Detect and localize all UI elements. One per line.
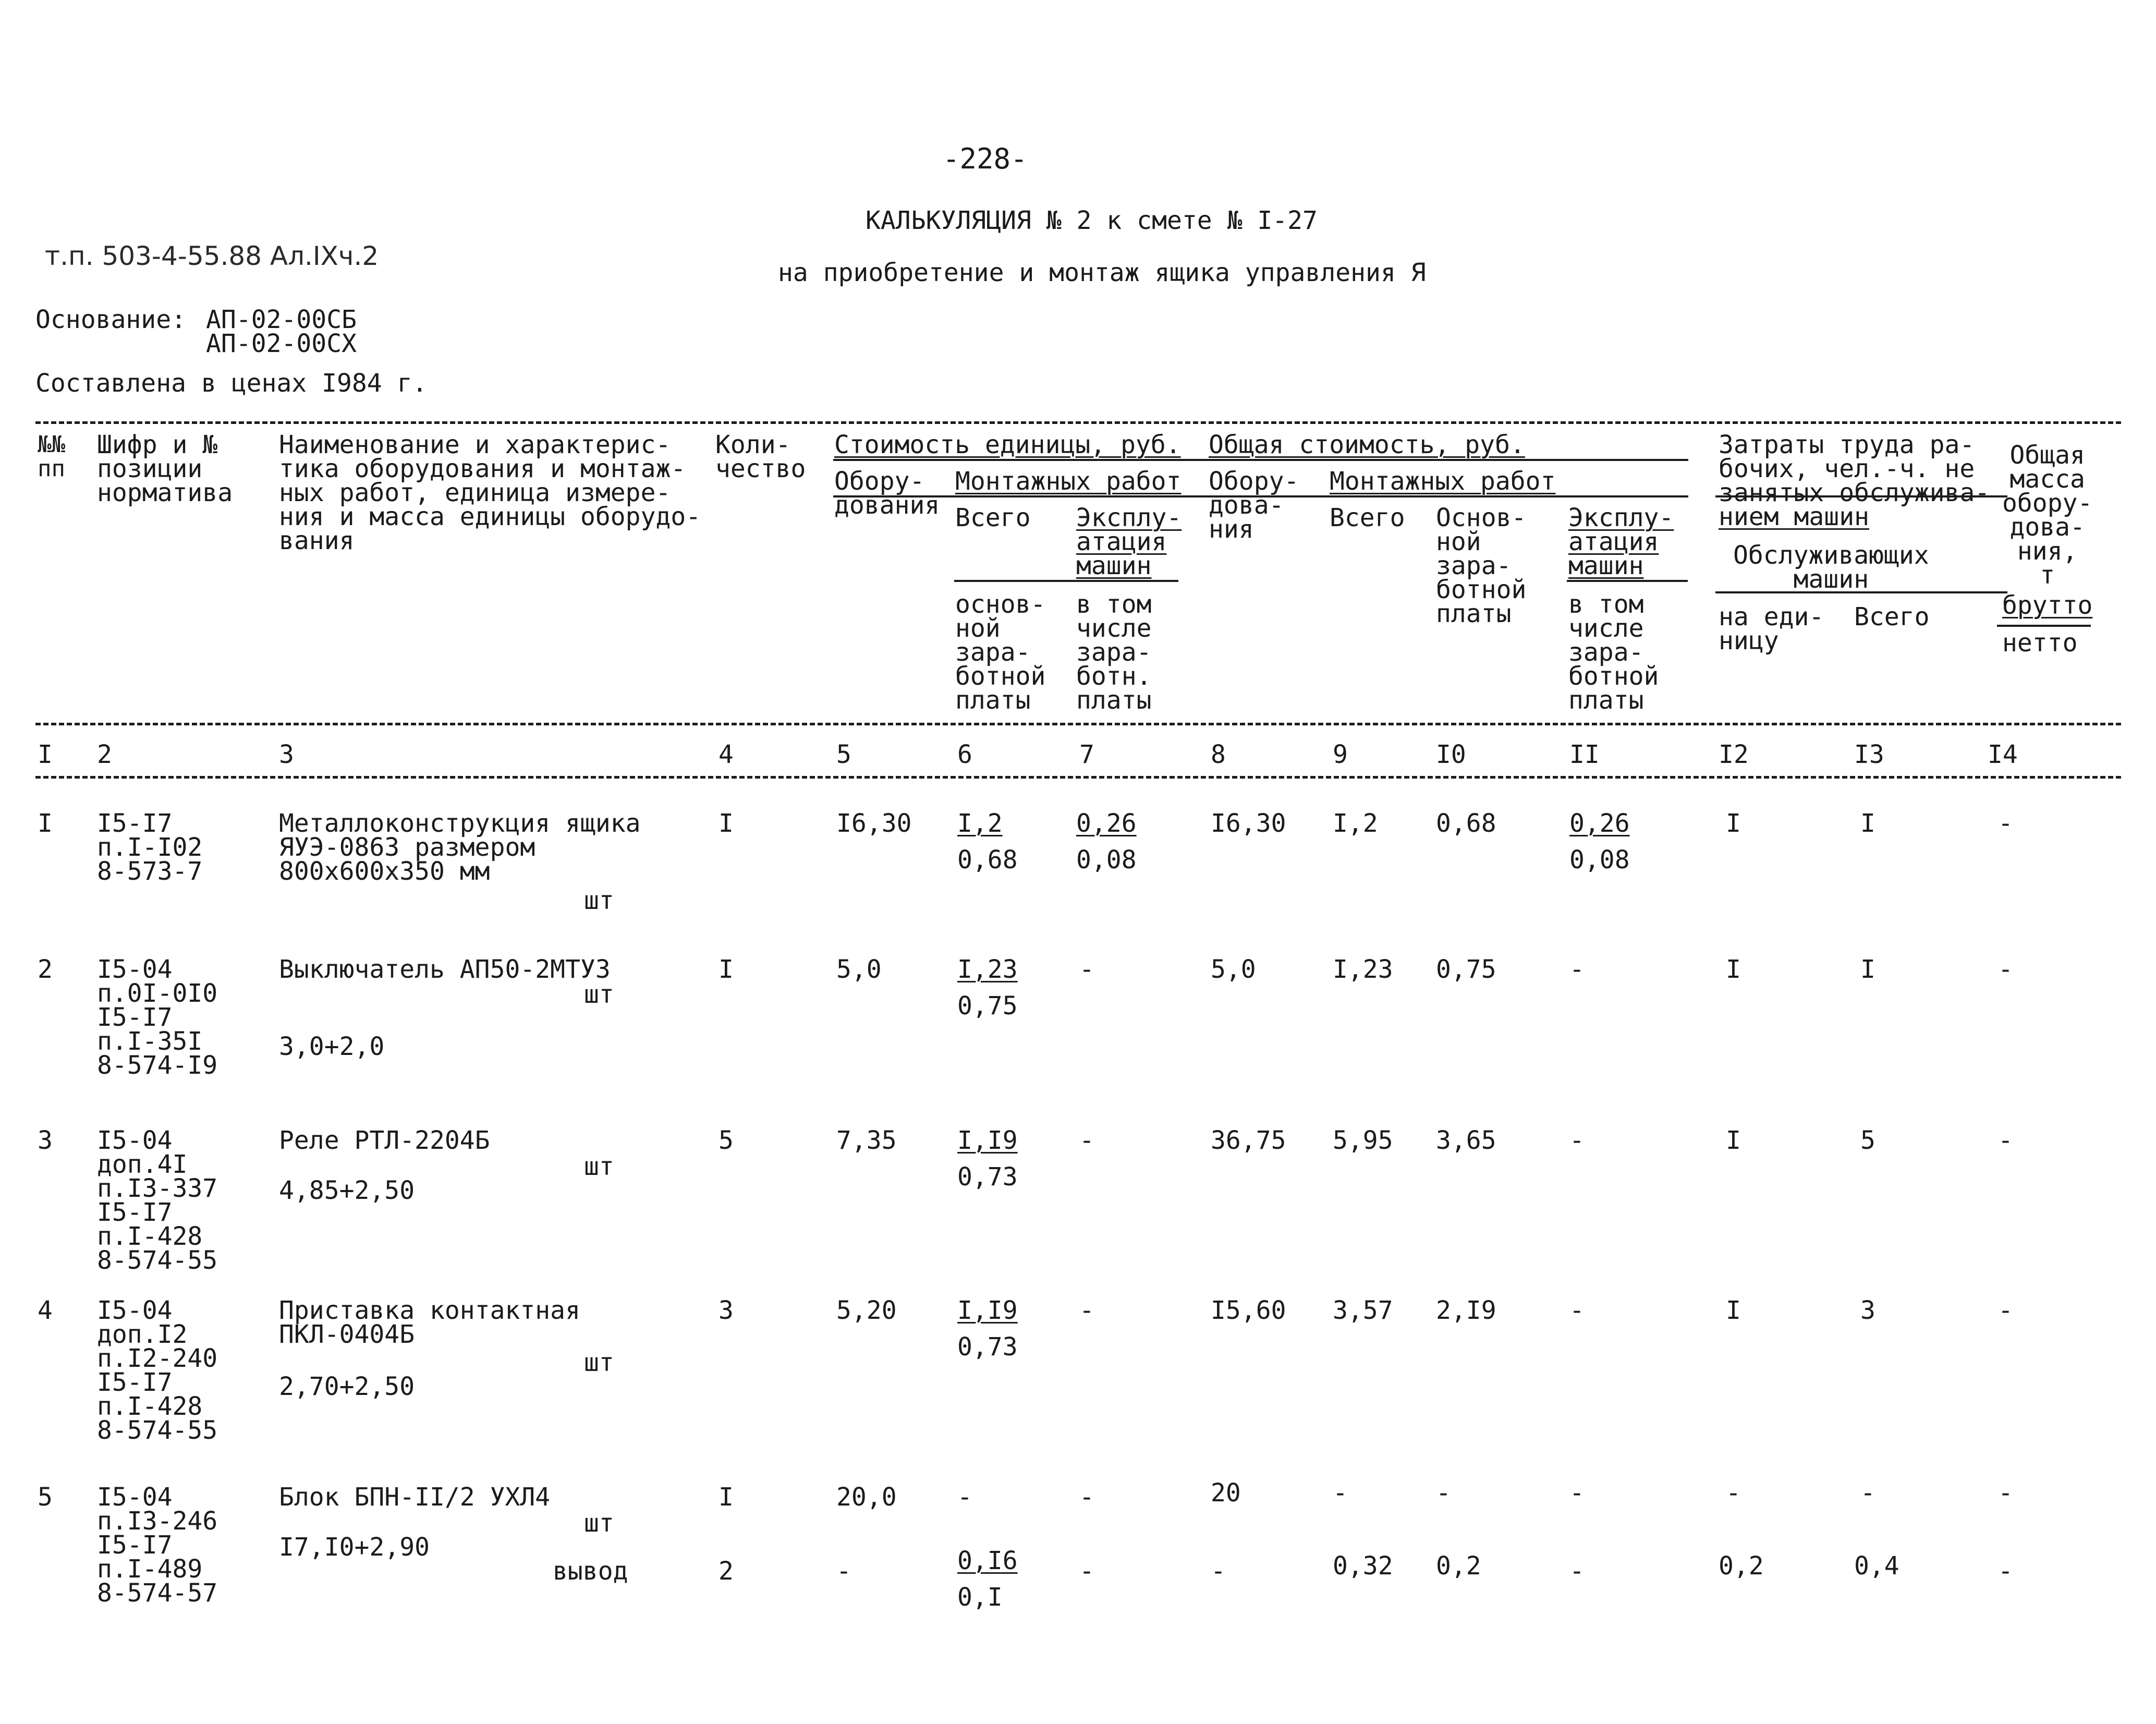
header-quantity: Коли- чество: [715, 430, 806, 483]
document-title: КАЛЬКУЛЯЦИЯ № 2 к смете № I-27: [866, 206, 1318, 235]
cell-c8: 36,75: [1211, 1126, 1286, 1155]
row-unit: шт: [584, 1152, 614, 1181]
cell-c14: -: [1998, 1296, 2013, 1325]
header-netto: нетто: [2002, 628, 2078, 658]
cell-c8: 20: [1211, 1478, 1241, 1508]
column-number: 5: [836, 740, 851, 769]
header-expl-11: Эксплу- атация машин: [1568, 503, 1674, 580]
column-number: 2: [97, 740, 112, 769]
cell-c6-base: 0,73: [957, 1162, 1018, 1192]
cell-c12: -: [1726, 1478, 1741, 1508]
cell-c10: -: [1436, 1478, 1451, 1508]
cell-c8: 5,0: [1211, 955, 1256, 984]
cell-c6-total: I,2: [957, 809, 1003, 838]
column-number: 3: [279, 740, 294, 769]
row-unit: шт: [584, 1509, 614, 1538]
row-name: Блок БПН-II/2 УХЛ4: [279, 1483, 551, 1512]
cell-c9: 0,32: [1333, 1551, 1393, 1581]
cell-c5: 7,35: [836, 1126, 897, 1155]
cell-c11-expl: 0,26: [1569, 809, 1630, 838]
header-mont-works-9: Монтажных работ: [1330, 467, 1556, 496]
column-numbers-rule: [35, 776, 2121, 779]
header-total-cost: Общая стоимость, руб.: [1209, 430, 1525, 459]
header-labor-machines: нием машин: [1719, 502, 1869, 531]
column-number: 4: [718, 740, 734, 769]
cell-c11: -: [1569, 1478, 1585, 1508]
cell-c6-base: 0,I: [957, 1583, 1003, 1612]
basis-line-2: АП-02-00СХ: [206, 329, 357, 358]
header-labor: Затраты труда ра- бочих, чел.-ч. не занятых обслужива-: [1719, 430, 1990, 507]
basis-label: Основание:: [35, 305, 186, 334]
row-name: Приставка контактная ПКЛ-0404Б: [279, 1296, 580, 1349]
row-unit: шт: [584, 886, 614, 915]
header-equipment-8: Обору- дова- ния: [1209, 467, 1299, 544]
cell-c12: I: [1726, 955, 1741, 984]
row-code: I5-04 п.I3-246 I5-I7 п.I-489 8-574-57: [97, 1483, 218, 1608]
cell-c6-total: I,23: [957, 955, 1018, 984]
cell-c13: 3: [1860, 1296, 1875, 1325]
cell-c5: 5,0: [836, 955, 882, 984]
header-equipment-5: Обору- дования: [834, 467, 940, 520]
cell-c10: 0,75: [1436, 955, 1496, 984]
header-name: Наименование и характерис- тика оборудования и монтаж- ных работ, единица измере- ния и масса единицы оборудо- вания: [279, 430, 701, 555]
mass-rule: [1997, 625, 2091, 627]
header-serving-machines: Обслуживающих машин: [1733, 541, 1929, 594]
column-number: I4: [1988, 740, 2018, 769]
cell-c9: I,23: [1333, 955, 1393, 984]
cell-c6-total: I,I9: [957, 1296, 1018, 1325]
row-unit-secondary: вывод: [553, 1557, 628, 1586]
row-quantity: 5: [718, 1126, 734, 1155]
row-code: I5-04 п.0I-0I0 I5-I7 п.I-35I 8-574-I9: [97, 955, 218, 1080]
cell-c6-base: 0,75: [957, 991, 1018, 1021]
row-name: Реле РТЛ-2204Б: [279, 1126, 490, 1155]
column-number: 9: [1333, 740, 1348, 769]
header-total-9: Всего: [1330, 503, 1405, 532]
row-mass: I7,I0+2,90: [279, 1533, 430, 1562]
table-top-rule: [35, 421, 2121, 424]
row-name: Выключатель АП50-2МТУЗ: [279, 955, 611, 984]
column-number: I0: [1436, 740, 1466, 769]
cell-c10: 3,65: [1436, 1126, 1496, 1155]
cell-c11-incl: 0,08: [1569, 845, 1630, 875]
cell-c7: -: [1079, 955, 1094, 984]
header-incl-7: в том числе зара- ботн. платы: [1076, 590, 1152, 715]
row-number: 2: [38, 955, 53, 984]
cell-c5: 5,20: [836, 1296, 897, 1325]
cell-c13: 0,4: [1854, 1551, 1899, 1581]
cell-c6: -: [957, 1483, 972, 1512]
row-number: 4: [38, 1296, 53, 1325]
row-mass: 3,0+2,0: [279, 1032, 385, 1061]
cell-c8: I5,60: [1211, 1296, 1286, 1325]
cell-c9: I,2: [1333, 809, 1378, 838]
cell-c10: 0,68: [1436, 809, 1496, 838]
header-mont-works-6: Монтажных работ: [955, 467, 1181, 496]
cell-c6-base: 0,73: [957, 1332, 1018, 1362]
row-number: 5: [38, 1483, 53, 1512]
cell-c7-expl: 0,26: [1076, 809, 1137, 838]
cell-c7: -: [1079, 1296, 1094, 1325]
row-unit: шт: [584, 1348, 614, 1377]
column-number: 8: [1211, 740, 1226, 769]
cell-c12: I: [1726, 1296, 1741, 1325]
cell-c14: -: [1998, 1557, 2013, 1586]
row-number: 3: [38, 1126, 53, 1155]
document-subtitle: на приобретение и монтаж ящика управления Я: [778, 258, 1426, 287]
header-per-unit: на еди- ницу: [1719, 602, 1824, 655]
cell-c7: -: [1079, 1126, 1094, 1155]
row-code: I5-04 доп.4I п.I3-337 I5-I7 п.I-428 8-574-55: [97, 1126, 218, 1275]
cell-c7: -: [1079, 1483, 1094, 1512]
header-mass: Общая масса обору- дова- ния, т: [2002, 441, 2093, 590]
cell-c13: I: [1860, 955, 1875, 984]
cell-c13: I: [1860, 809, 1875, 838]
cell-c14: -: [1998, 1478, 2013, 1508]
cell-c10: 2,I9: [1436, 1296, 1496, 1325]
cell-c5: -: [836, 1557, 851, 1586]
cell-c14: -: [1998, 955, 2013, 984]
cell-c11: -: [1569, 1557, 1585, 1586]
row-code: I5-04 доп.I2 п.I2-240 I5-I7 п.I-428 8-574-55: [97, 1296, 218, 1445]
header-base-6: основ- ной зара- ботной платы: [955, 590, 1046, 715]
cell-c9: 3,57: [1333, 1296, 1393, 1325]
header-brutto: брутто: [2002, 591, 2093, 620]
cell-c5: I6,30: [836, 809, 912, 838]
column-number: I3: [1854, 740, 1884, 769]
header-base-10: Основ- ной зара- ботной платы: [1436, 503, 1527, 628]
cell-c6-total: 0,I6: [957, 1546, 1018, 1575]
cell-c12: 0,2: [1719, 1551, 1764, 1581]
row-unit: шт: [584, 980, 614, 1009]
cell-c14: -: [1998, 809, 2013, 838]
prices-note: Составлена в ценах I984 г.: [35, 369, 428, 398]
header-num: №№ пп: [38, 431, 65, 482]
page-number: -228-: [943, 142, 1028, 175]
cell-c12: I: [1726, 809, 1741, 838]
column-number: II: [1569, 740, 1600, 769]
column-number: 7: [1079, 740, 1094, 769]
cell-c7: -: [1079, 1557, 1094, 1586]
row-quantity: 2: [718, 1557, 734, 1586]
cell-c9: 5,95: [1333, 1126, 1393, 1155]
cell-c13: 5: [1860, 1126, 1875, 1155]
cell-c6-total: I,I9: [957, 1126, 1018, 1155]
cell-c8: I6,30: [1211, 809, 1286, 838]
column-number: I2: [1719, 740, 1749, 769]
header-unit-cost: Стоимость единицы, руб.: [834, 430, 1181, 459]
document-reference: т.п. 503-4-55.88 Ал.IXч.2: [45, 241, 379, 271]
cell-c7-incl: 0,08: [1076, 845, 1137, 875]
header-total-6: Всего: [955, 503, 1031, 532]
cell-c11: -: [1569, 1126, 1585, 1155]
cell-c11: -: [1569, 1296, 1585, 1325]
row-mass: 4,85+2,50: [279, 1176, 415, 1205]
cell-c12: I: [1726, 1126, 1741, 1155]
cell-c8: -: [1211, 1557, 1226, 1586]
header-bottom-rule: [35, 723, 2121, 725]
row-mass: 2,70+2,50: [279, 1372, 415, 1401]
row-number: I: [38, 809, 53, 838]
header-incl-11: в том числе зара- ботной платы: [1568, 590, 1659, 715]
basis-line-1: АП-02-00СБ: [206, 305, 357, 334]
row-quantity: I: [718, 1483, 734, 1512]
row-quantity: I: [718, 809, 734, 838]
row-code: I5-I7 п.I-I02 8-573-7: [97, 809, 203, 886]
cell-c11: -: [1569, 955, 1585, 984]
header-total-13: Всего: [1854, 602, 1930, 632]
row-name: Металлоконструкция ящика ЯУЭ-0863 размером 800х600х350 мм: [279, 809, 641, 886]
header-expl-7: Эксплу- атация машин: [1076, 503, 1182, 580]
header-code: Шифр и № позиции норматива: [97, 430, 233, 507]
row-quantity: I: [718, 955, 734, 984]
cell-c13: -: [1860, 1478, 1875, 1508]
cell-c6-base: 0,68: [957, 845, 1018, 875]
cell-c9: -: [1333, 1478, 1348, 1508]
cell-c5: 20,0: [836, 1483, 897, 1512]
cell-c10: 0,2: [1436, 1551, 1481, 1581]
column-number: I: [38, 740, 53, 769]
column-number: 6: [957, 740, 972, 769]
cell-c14: -: [1998, 1126, 2013, 1155]
row-quantity: 3: [718, 1296, 734, 1325]
